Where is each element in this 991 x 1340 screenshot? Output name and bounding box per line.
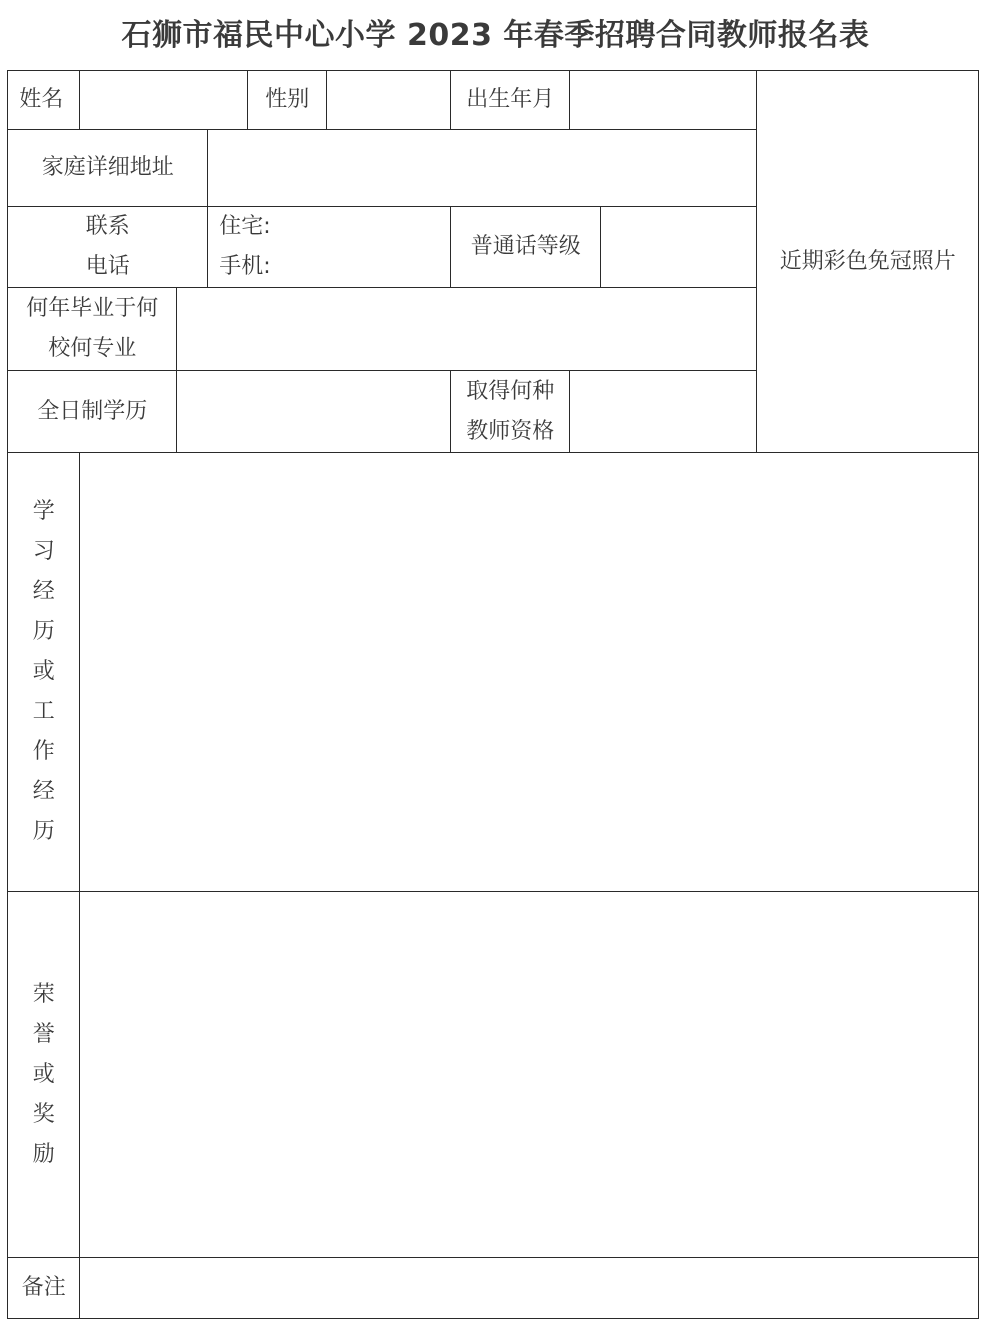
name-label: 姓名 bbox=[7, 70, 80, 130]
name-field[interactable] bbox=[79, 70, 248, 130]
photo-area[interactable]: 近期彩色免冠照片 bbox=[756, 70, 979, 453]
mandarin-field[interactable] bbox=[600, 206, 757, 288]
vertical-label-char: 历 bbox=[32, 619, 55, 645]
vertical-label-char: 学 bbox=[32, 499, 55, 525]
mobile-label: 手机: bbox=[219, 254, 271, 280]
graduation-label-line2: 校何专业 bbox=[48, 336, 137, 362]
remarks-label: 备注 bbox=[7, 1257, 80, 1319]
honors-field[interactable] bbox=[79, 891, 979, 1258]
phone-fields bbox=[207, 206, 451, 288]
address-field[interactable] bbox=[207, 129, 757, 207]
teacher-cert-label bbox=[450, 370, 570, 453]
vertical-label-char: 励 bbox=[32, 1141, 55, 1167]
fulltime-edu-field[interactable] bbox=[176, 370, 451, 453]
registration-form bbox=[8, 71, 980, 1320]
gender-label: 性别 bbox=[247, 70, 327, 130]
vertical-label-char: 作 bbox=[32, 739, 55, 765]
vertical-label-char: 荣 bbox=[32, 981, 55, 1007]
study-work-label-text bbox=[33, 492, 55, 852]
graduation-label bbox=[7, 287, 177, 371]
vertical-label-char: 工 bbox=[32, 699, 55, 725]
teacher-cert-field[interactable] bbox=[569, 370, 757, 453]
mobile-row[interactable] bbox=[219, 247, 270, 287]
vertical-label-char: 或 bbox=[32, 659, 55, 685]
remarks-field[interactable] bbox=[79, 1257, 979, 1319]
address-label: 家庭详细地址 bbox=[7, 129, 208, 207]
vertical-label-char: 习 bbox=[32, 539, 55, 565]
graduation-field[interactable] bbox=[176, 287, 757, 371]
contact-label-line1: 联系 bbox=[85, 214, 130, 240]
vertical-label-char: 或 bbox=[32, 1061, 55, 1087]
honors-label-text bbox=[33, 975, 55, 1175]
honors-label bbox=[7, 891, 80, 1258]
graduation-label-line1: 何年毕业于何 bbox=[26, 296, 159, 322]
vertical-label-char: 历 bbox=[32, 819, 55, 845]
teacher-cert-label-line1: 取得何种 bbox=[466, 378, 555, 404]
contact-label-line2: 电话 bbox=[85, 254, 130, 280]
form-title: 石狮市福民中心小学 2023 年春季招聘合同教师报名表 bbox=[121, 18, 870, 53]
vertical-label-char: 经 bbox=[32, 579, 55, 605]
gender-field[interactable] bbox=[326, 70, 451, 130]
birth-label: 出生年月 bbox=[450, 70, 570, 130]
study-work-field[interactable] bbox=[79, 452, 979, 892]
home-phone-label: 住宅: bbox=[219, 214, 271, 240]
vertical-label-char: 经 bbox=[32, 779, 55, 805]
fulltime-edu-label: 全日制学历 bbox=[7, 370, 177, 453]
birth-field[interactable] bbox=[569, 70, 757, 130]
home-phone-row[interactable] bbox=[219, 207, 270, 247]
mandarin-label: 普通话等级 bbox=[450, 206, 601, 288]
contact-phone-label bbox=[7, 206, 208, 288]
vertical-label-char: 奖 bbox=[32, 1101, 55, 1127]
study-work-label bbox=[7, 452, 80, 892]
teacher-cert-label-line2: 教师资格 bbox=[466, 418, 555, 444]
vertical-label-char: 誉 bbox=[32, 1021, 55, 1047]
